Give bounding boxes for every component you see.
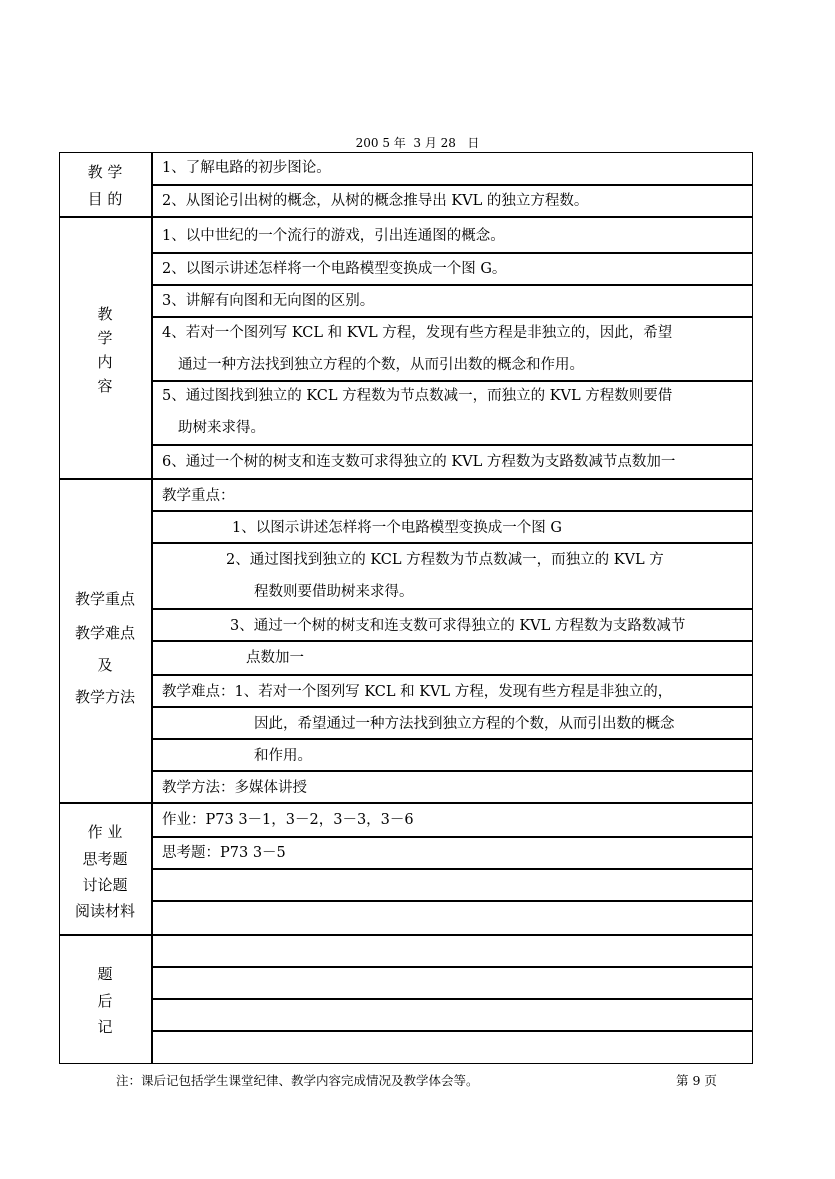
- section-divider: [59, 802, 753, 804]
- row-divider: [151, 868, 753, 870]
- date-line: 200 5 年 3 月 28 日: [355, 136, 480, 150]
- row-divider: [151, 706, 753, 708]
- content-label-line: 内: [97, 353, 113, 371]
- row-divider: [151, 316, 753, 318]
- section-divider: [59, 478, 753, 480]
- row-divider: [151, 1030, 753, 1032]
- homework-label-line: 阅读材料: [74, 902, 135, 920]
- content-row: 通过一种方法找到独立方程的个数，从而引出数的概念和作用。: [178, 357, 584, 373]
- row-divider: [151, 284, 753, 286]
- homework-label-line: 讨论题: [82, 876, 128, 894]
- objective-row: 2、从图论引出树的概念，从树的概念推导出 KVL 的独立方程数。: [162, 193, 589, 209]
- keypoints-row: 教学难点：1、若对一个图列写 KCL 和 KVL 方程，发现有些方程是非独立的，: [162, 684, 673, 700]
- keypoints-label-line: 教学方法: [74, 688, 135, 706]
- content-row: 助树来求得。: [178, 420, 265, 436]
- row-divider: [151, 966, 753, 968]
- content-label-line: 学: [97, 329, 113, 347]
- homework-label-line: 思考题: [82, 850, 128, 868]
- postnotes-label-line: 后: [97, 992, 113, 1010]
- row-divider: [151, 444, 753, 446]
- homework-label-line: 作 业: [87, 823, 123, 841]
- row-divider: [151, 380, 753, 382]
- keypoints-row: 点数加一: [246, 650, 304, 666]
- row-divider: [151, 252, 753, 254]
- content-row: 4、若对一个图列写 KCL 和 KVL 方程，发现有些方程是非独立的，因此，希望: [162, 325, 673, 341]
- row-divider: [151, 738, 753, 740]
- keypoints-row: 因此，希望通过一种方法找到独立方程的个数，从而引出数的概念: [254, 716, 675, 732]
- page-number: 第 9 页: [676, 1073, 717, 1088]
- content-label-line: 容: [97, 377, 113, 395]
- postnotes-label-line: 题: [97, 965, 113, 983]
- row-divider: [151, 608, 753, 610]
- objective-row: 1、了解电路的初步图论。: [162, 160, 331, 176]
- keypoints-label-line: 教学重点: [74, 590, 135, 608]
- keypoints-row: 程数则要借助树来求得。: [254, 584, 414, 600]
- section-divider: [59, 934, 753, 936]
- keypoints-label-line: 教学难点: [74, 624, 135, 642]
- row-divider: [151, 770, 753, 772]
- postnotes-label-line: 记: [97, 1018, 113, 1036]
- content-label-line: 教: [97, 305, 113, 323]
- keypoints-label-line: 及: [97, 656, 113, 674]
- content-row: 6、通过一个树的树支和连支数可求得独立的 KVL 方程数为支路数减节点数加一: [162, 454, 676, 470]
- content-row: 3、讲解有向图和无向图的区别。: [162, 293, 375, 309]
- keypoints-row: 教学重点：: [162, 488, 235, 504]
- row-divider: [151, 900, 753, 902]
- objectives-label-line: 教 学: [87, 163, 123, 181]
- keypoints-row: 教学方法：多媒体讲授: [162, 780, 307, 796]
- row-divider: [151, 510, 753, 512]
- homework-row: 思考题：P73 3－5: [162, 845, 286, 861]
- row-divider: [151, 674, 753, 676]
- keypoints-row: 和作用。: [254, 748, 312, 764]
- content-row: 1、以中世纪的一个流行的游戏，引出连通图的概念。: [162, 228, 505, 244]
- row-divider: [151, 836, 753, 838]
- row-divider: [151, 998, 753, 1000]
- content-row: 5、通过图找到独立的 KCL 方程数为节点数减一，而独立的 KVL 方程数则要借: [162, 388, 673, 404]
- row-divider: [151, 640, 753, 642]
- row-divider: [151, 184, 753, 186]
- keypoints-row: 1、以图示讲述怎样将一个电路模型变换成一个图 G: [232, 520, 562, 536]
- content-row: 2、以图示讲述怎样将一个电路模型变换成一个图 G。: [162, 261, 507, 277]
- row-divider: [151, 542, 753, 544]
- keypoints-row: 2、通过图找到独立的 KCL 方程数为节点数减一，而独立的 KVL 方: [226, 552, 664, 568]
- footer-note: 注：课后记包括学生课堂纪律、教学内容完成情况及教学体会等。: [116, 1073, 479, 1088]
- keypoints-row: 3、通过一个树的树支和连支数可求得独立的 KVL 方程数为支路数减节: [230, 618, 686, 634]
- objectives-label-line: 目 的: [87, 190, 123, 208]
- section-divider: [59, 216, 753, 218]
- homework-row: 作业：P73 3－1，3－2，3－3，3－6: [162, 812, 414, 828]
